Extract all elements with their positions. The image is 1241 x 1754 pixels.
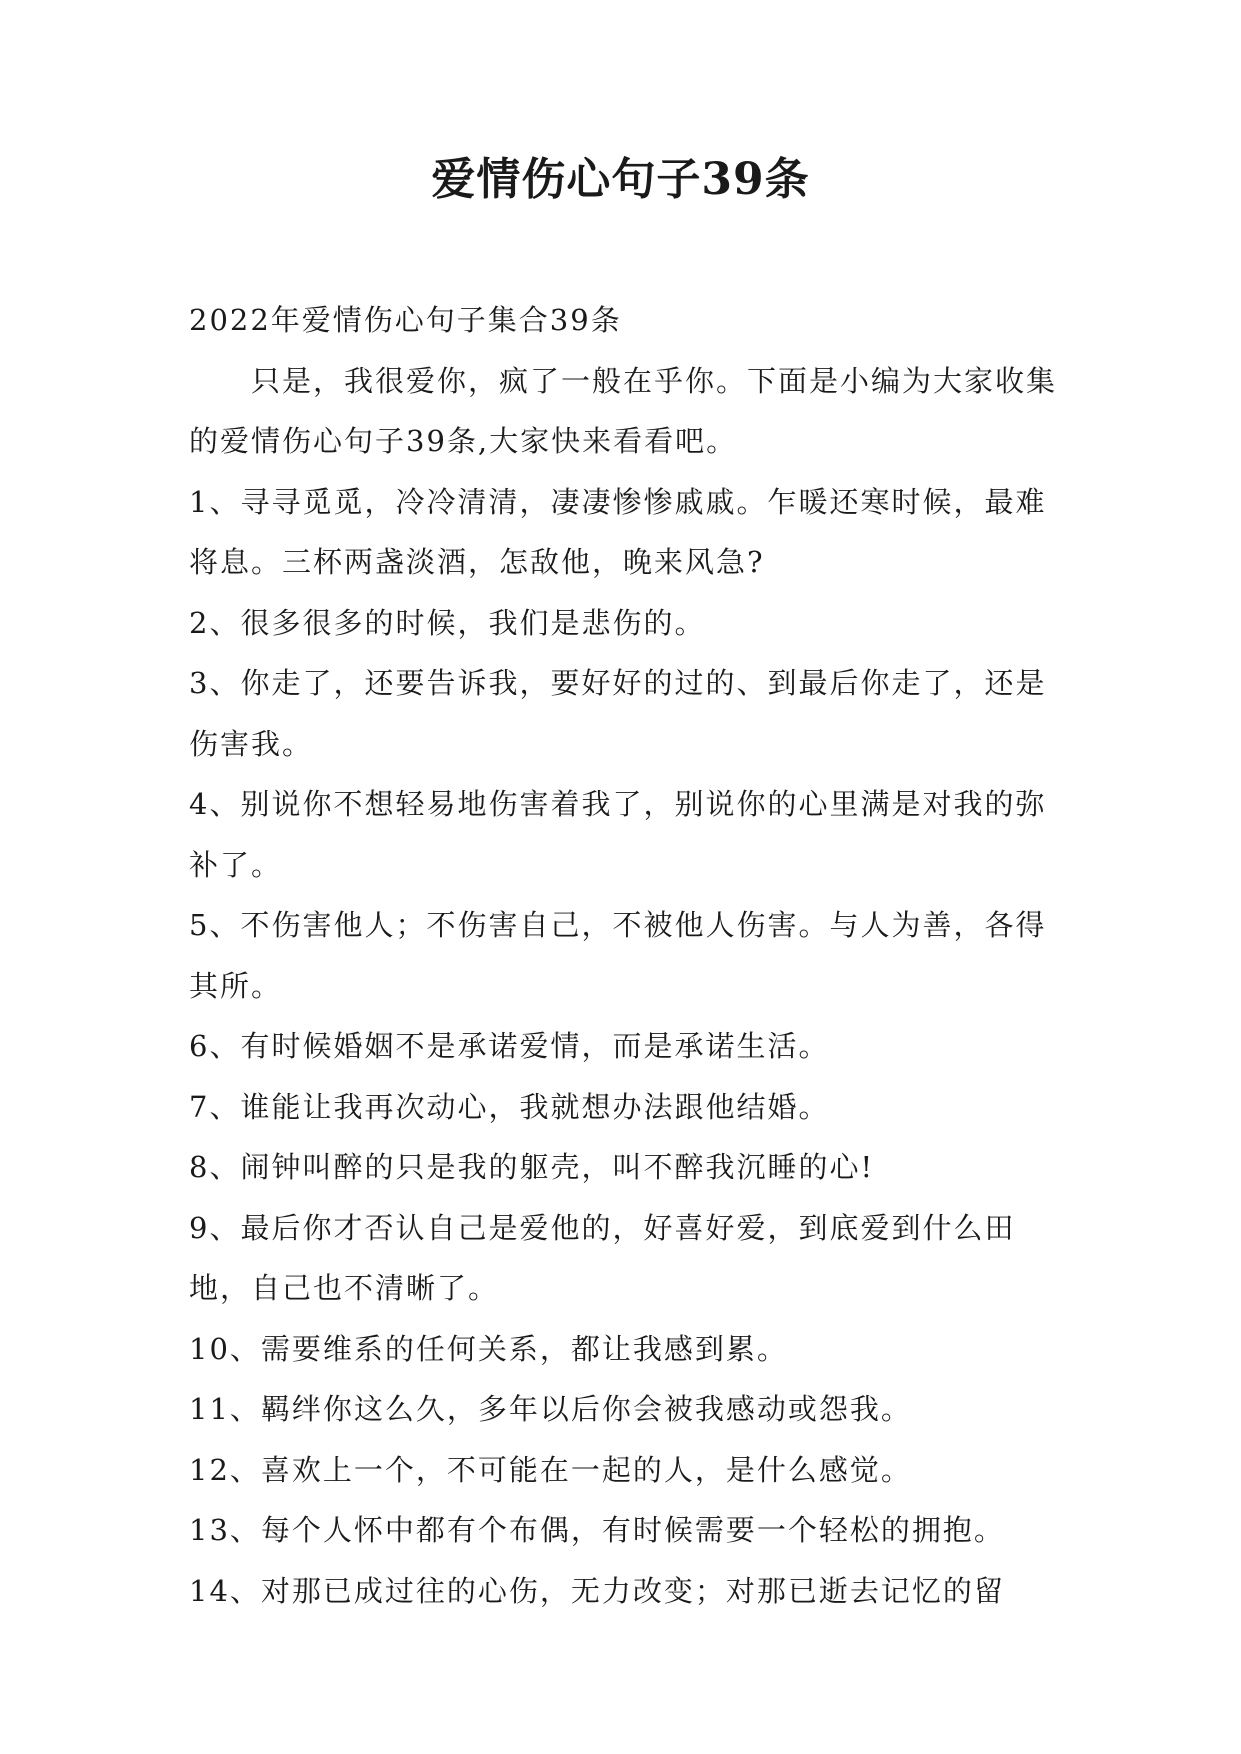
- list-item: 11、羁绊你这么久，多年以后你会被我感动或怨我。: [189, 1392, 912, 1426]
- list-item: 1、寻寻觅觅，冷冷清清，凄凄惨惨戚戚。乍暖还寒时候，最难将息。三杯两盏淡酒，怎敌他，晚来风急?: [189, 484, 1047, 579]
- list-item: 3、你走了，还要告诉我，要好好的过的、到最后你走了，还是伤害我。: [189, 666, 1047, 761]
- list-item: 8、闹钟叫醉的只是我的躯壳，叫不醉我沉睡的心!: [189, 1150, 875, 1184]
- list-item: 9、最后你才否认自己是爱他的，好喜好爱，到底爱到什么田地，自己也不清晰了。: [189, 1210, 1016, 1305]
- list-item: 4、别说你不想轻易地伤害着我了，别说你的心里满是对我的弥补了。: [189, 787, 1047, 882]
- list-item: 6、有时候婚姻不是承诺爱情，而是承诺生活。: [189, 1029, 830, 1063]
- list-item: 13、每个人怀中都有个布偶，有时候需要一个轻松的拥抱。: [189, 1513, 1005, 1547]
- list-item: 7、谁能让我再次动心，我就想办法跟他结婚。: [189, 1089, 830, 1124]
- intro-paragraph: 只是，我很爱你，疯了一般在乎你。下面是小编为大家收集的爱情伤心句子39条,大家快来看看吧。: [189, 363, 1058, 458]
- list-item: 14、对那已成过往的心伤，无力改变；对那已逝去记忆的留: [189, 1573, 1005, 1608]
- list-item: 5、不伤害他人；不伤害自己，不被他人伤害。与人为善，各得其所。: [189, 908, 1047, 1003]
- document-body: [189, 290, 1069, 1621]
- list-item: 12、喜欢上一个，不可能在一起的人，是什么感觉。: [189, 1452, 912, 1487]
- list-item: 10、需要维系的任何关系，都让我感到累。: [189, 1331, 788, 1366]
- document-title: 爱情伤心句子39条: [431, 154, 810, 205]
- subtitle-line: 2022年爱情伤心句子集合39条: [189, 303, 622, 337]
- list-item: 2、很多很多的时候，我们是悲伤的。: [189, 605, 706, 640]
